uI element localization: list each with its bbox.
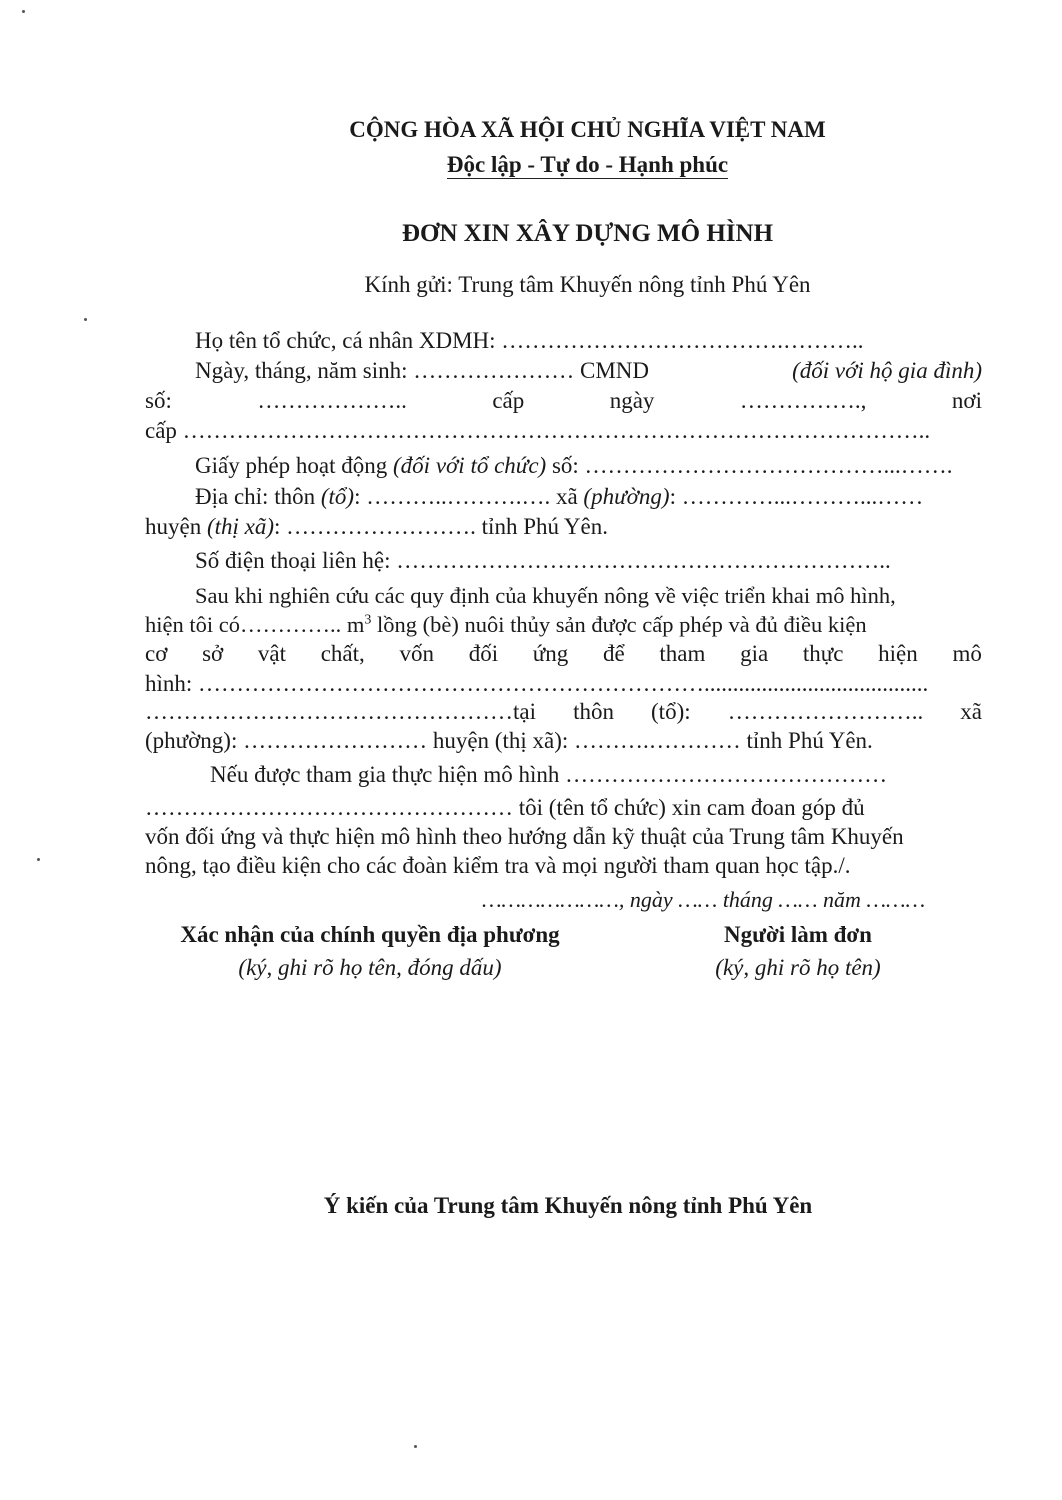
body-p2-line4: nông, tạo điều kiện cho các đoàn kiểm tra và mọi người tham quan học tập./. bbox=[145, 853, 851, 878]
motto-wrap bbox=[0, 152, 1062, 178]
address-to: (tổ) bbox=[320, 484, 355, 509]
word: …………………………………………tại bbox=[145, 699, 536, 724]
word: sở bbox=[202, 641, 224, 666]
license-note: (đối với tổ chức) bbox=[393, 453, 547, 478]
id-row bbox=[145, 388, 982, 414]
id-dots-1: ……………….. bbox=[257, 388, 407, 413]
id-dots-2: ……………., bbox=[739, 388, 867, 413]
word: hiện bbox=[878, 641, 918, 666]
license-number: số: …………………………………...……. bbox=[551, 453, 953, 478]
signature-right-title: Người làm đơn bbox=[724, 922, 872, 947]
word: đối bbox=[468, 641, 499, 666]
word: thực bbox=[802, 641, 844, 666]
word: …………………….. bbox=[727, 699, 924, 724]
body-p1-line2-b: lồng (bè) nuôi thủy sản được cấp phép và đủ điều kiện bbox=[371, 612, 867, 637]
signature-right-note: (ký, ghi rõ họ tên) bbox=[715, 955, 881, 980]
field-dob bbox=[195, 358, 982, 384]
recipient-line: Kính gửi: Trung tâm Khuyến nông tỉnh Phú Yên bbox=[364, 272, 811, 297]
signature-left-title: Xác nhận của chính quyền địa phương bbox=[180, 922, 560, 947]
address-district: huyện bbox=[145, 514, 202, 539]
body-p1-line3 bbox=[145, 641, 982, 667]
field-name: Họ tên tổ chức, cá nhân XDMH: ……………………………….……….. bbox=[195, 328, 864, 353]
address-label: Địa chỉ: thôn bbox=[195, 484, 316, 509]
word: để bbox=[602, 641, 625, 666]
address-province: : ……………………. tỉnh Phú Yên. bbox=[274, 514, 608, 539]
body-p1-line4: hình: …………………………………………………………....................................... bbox=[145, 671, 929, 696]
scan-speck bbox=[22, 10, 25, 13]
body-p1-line2 bbox=[145, 612, 867, 638]
center-opinion-title: Ý kiến của Trung tâm Khuyến nông tỉnh Phú Yên bbox=[323, 1193, 813, 1218]
body-p2-line1: Nếu được tham gia thực hiện mô hình …………………………………… bbox=[210, 762, 888, 787]
dob-note: (đối với hộ gia đình) bbox=[792, 358, 982, 383]
word: vốn bbox=[399, 641, 434, 666]
body-p1-line1: Sau khi nghiên cứu các quy định của khuyến nông về việc triển khai mô hình, bbox=[195, 583, 896, 608]
scan-speck bbox=[37, 858, 40, 861]
body-p1-line6: (phường): …………………… huyện (thị xã): ……….………… tỉnh Phú Yên. bbox=[145, 728, 873, 753]
field-address bbox=[195, 484, 923, 510]
word: cơ bbox=[145, 641, 168, 666]
date-line: …………………, ngày …… tháng …… năm ……… bbox=[482, 887, 926, 912]
motto: Độc lập - Tự do - Hạnh phúc bbox=[446, 152, 729, 177]
scan-speck bbox=[414, 1445, 417, 1448]
field-phone: Số điện thoại liên hệ: ……………………………………………………….. bbox=[195, 548, 891, 573]
address-hamlet: : ………..……….…. xã bbox=[354, 484, 578, 509]
body-p1-line5 bbox=[145, 699, 982, 725]
body-p2-line2: ………………………………………… tôi (tên tổ chức) xin cam đoan góp đủ bbox=[145, 795, 865, 820]
word: thôn bbox=[573, 699, 614, 724]
word: (tổ): bbox=[651, 699, 691, 724]
body-p1-line2-a: hiện tôi có………….. m bbox=[145, 612, 365, 637]
body-p2-line3: vốn đối ứng và thực hiện mô hình theo hướng dẫn kỹ thuật của Trung tâm Khuyến bbox=[145, 824, 904, 849]
word: gia bbox=[740, 641, 769, 666]
id-place: cấp …………………………………………………………………………………….. bbox=[145, 418, 931, 443]
address-ward-dots: : …………...………...…… bbox=[669, 484, 924, 509]
national-header: CỘNG HÒA XÃ HỘI CHỦ NGHĨA VIỆT NAM bbox=[349, 117, 826, 142]
id-so: số: bbox=[145, 388, 172, 413]
address-ward: (phường) bbox=[583, 484, 670, 509]
id-noi: nơi bbox=[951, 388, 982, 413]
word: tham bbox=[659, 641, 706, 666]
id-cap: cấp bbox=[492, 388, 525, 413]
word: chất, bbox=[320, 641, 365, 666]
license-label: Giấy phép hoạt động bbox=[195, 453, 388, 478]
field-license bbox=[195, 453, 953, 479]
signature-left-note: (ký, ghi rõ họ tên, đóng dấu) bbox=[238, 955, 502, 980]
id-ngay: ngày bbox=[609, 388, 655, 413]
body-p1-line2-sup: 3 bbox=[364, 612, 372, 628]
word: xã bbox=[960, 699, 982, 724]
field-address-2 bbox=[145, 514, 608, 540]
document-title: ĐƠN XIN XÂY DỰNG MÔ HÌNH bbox=[401, 220, 774, 247]
word: vật bbox=[257, 641, 287, 666]
word: ứng bbox=[532, 641, 569, 666]
address-town: (thị xã) bbox=[206, 514, 275, 539]
dob-label: Ngày, tháng, năm sinh: ………………… CMND bbox=[195, 358, 650, 383]
word: mô bbox=[952, 641, 982, 666]
scan-speck bbox=[84, 318, 87, 321]
